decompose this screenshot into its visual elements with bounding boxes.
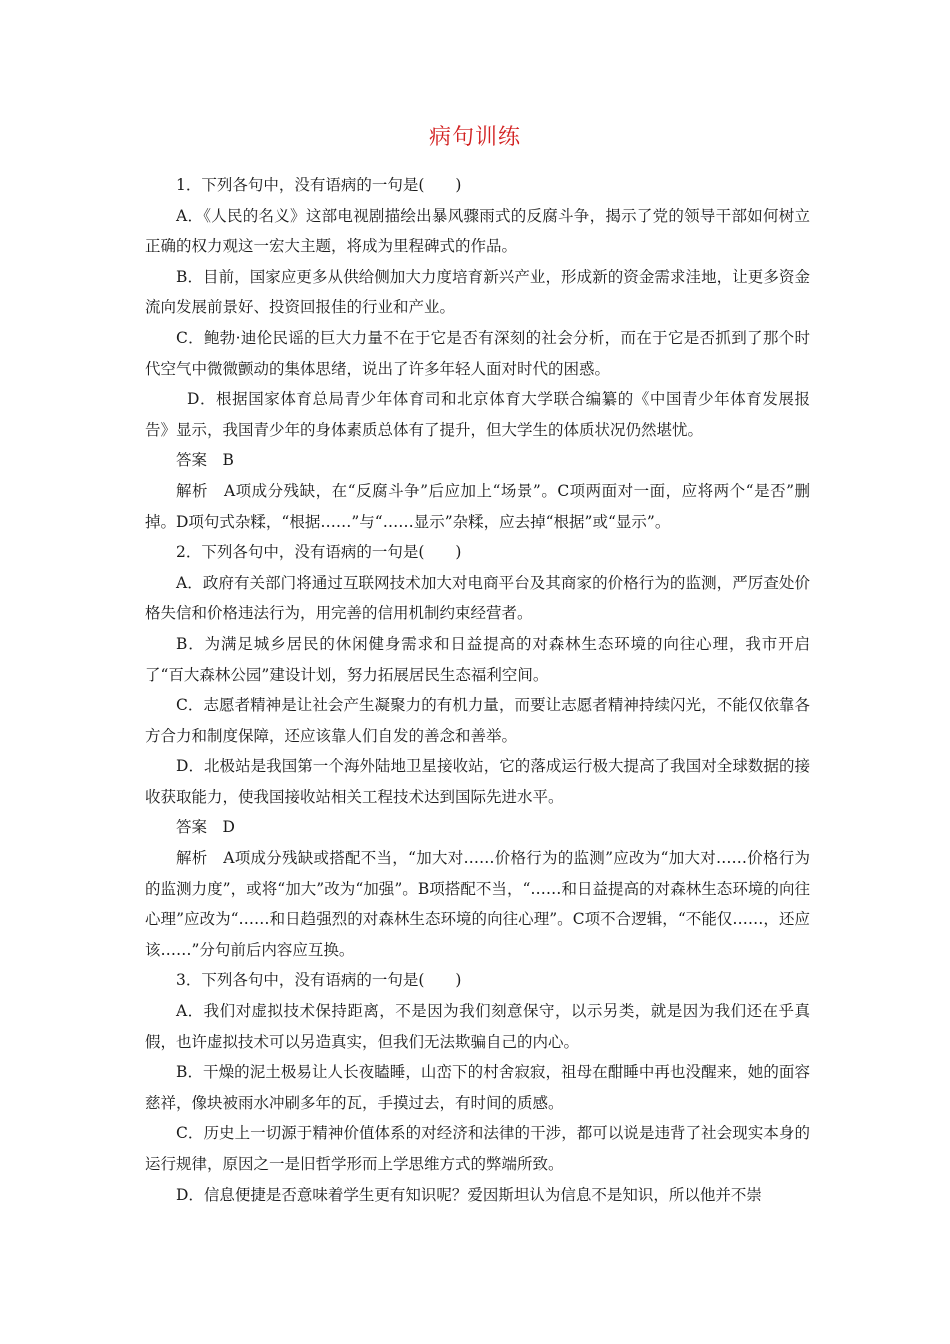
question-2-option-b: B．为满足城乡居民的休闲健身需求和日益提高的对森林生态环境的向往心理，我市开启了“百大森林公园”建设计划，努力拓展居民生态福利空间。 xyxy=(145,634,810,684)
question-2-stem: 2．下列各句中，没有语病的一句是( ) xyxy=(176,543,462,562)
exercise-content xyxy=(145,170,810,1210)
question-1-option-d: D．根据国家体育总局青少年体育司和北京体育大学联合编纂的《中国青少年体育发展报告》显示，我国青少年的身体素质总体有了提升，但大学生的体质状况仍然堪忧。 xyxy=(145,390,810,439)
question-3-option-a: A．我们对虚拟技术保持距离，不是因为我们刻意保守，以示另类，就是因为我们还在乎真假，也许虚拟技术可以另造真实，但我们无法欺骗自己的内心。 xyxy=(145,1002,810,1051)
question-2-explanation: 解析 A项成分残缺或搭配不当，“加大对……价格行为的监测”应改为“加大对……价格行为的监测力度”，或将“加大”改为“加强”。B项搭配不当，“……和日益提高的对森林生态环境的向往心理”应改为“……和日趋强烈的对森林生态环境的向往心理”。C项不合逻辑，“不能仅……，还应该……”分句前后内容应互换。 xyxy=(145,849,810,959)
question-3-option-c: C．历史上一切源于精神价值体系的对经济和法律的干涉，都可以说是违背了社会现实本身的运行规律，原因之一是旧哲学形而上学思维方式的弊端所致。 xyxy=(145,1124,810,1173)
question-1-explanation: 解析 A项成分残缺，在“反腐斗争”后应加上“场景”。C项两面对一面，应将两个“是否”删掉。D项句式杂糅，“根据……”与“……显示”杂糅，应去掉“根据”或“显示”。 xyxy=(145,481,810,531)
question-2-option-a: A．政府有关部门将通过互联网技术加大对电商平台及其商家的价格行为的监测，严厉查处价格失信和价格违法行为，用完善的信用机制约束经营者。 xyxy=(145,573,810,623)
question-1-option-b: B．目前，国家应更多从供给侧加大力度培育新兴产业，形成新的资金需求洼地，让更多资金流向发展前景好、投资回报佳的行业和产业。 xyxy=(145,267,810,317)
question-3-option-b: B．干燥的泥土极易让人长夜瞌睡，山峦下的村舍寂寂，祖母在酣睡中再也没醒来，她的面容慈祥，像块被雨水冲刷多年的瓦，手摸过去，有时间的质感。 xyxy=(145,1063,810,1112)
question-2-answer: 答案 D xyxy=(176,818,235,837)
question-3-option-d: D．信息便捷是否意味着学生更有知识呢？爱因斯坦认为信息不是知识，所以他并不崇 xyxy=(176,1185,762,1204)
question-2-option-d: D．北极站是我国第一个海外陆地卫星接收站，它的落成运行极大提高了我国对全球数据的接收获取能力，使我国接收站相关工程技术达到国际先进水平。 xyxy=(145,757,810,806)
question-1-option-a: A．《人民的名义》这部电视剧描绘出暴风骤雨式的反腐斗争，揭示了党的领导干部如何树立正确的权力观这一宏大主题，将成为里程碑式的作品。 xyxy=(145,206,810,256)
question-2-option-c: C．志愿者精神是让社会产生凝聚力的有机力量，而要让志愿者精神持续闪光，不能仅依靠各方合力和制度保障，还应该靠人们自发的善念和善举。 xyxy=(145,696,810,745)
question-1-stem: 1．下列各句中，没有语病的一句是( ) xyxy=(176,176,462,194)
question-3-stem: 3．下列各句中，没有语病的一句是( ) xyxy=(176,971,462,990)
question-1-option-c: C．鲍勃·迪伦民谣的巨大力量不在于它是否有深刻的社会分析，而在于它是否抓到了那个时代空气中微微颤动的集体思绪，说出了许多年轻人面对时代的困惑。 xyxy=(145,328,810,378)
question-1-answer: 答案 B xyxy=(176,451,234,470)
page-title: 病句训练 xyxy=(428,125,521,150)
